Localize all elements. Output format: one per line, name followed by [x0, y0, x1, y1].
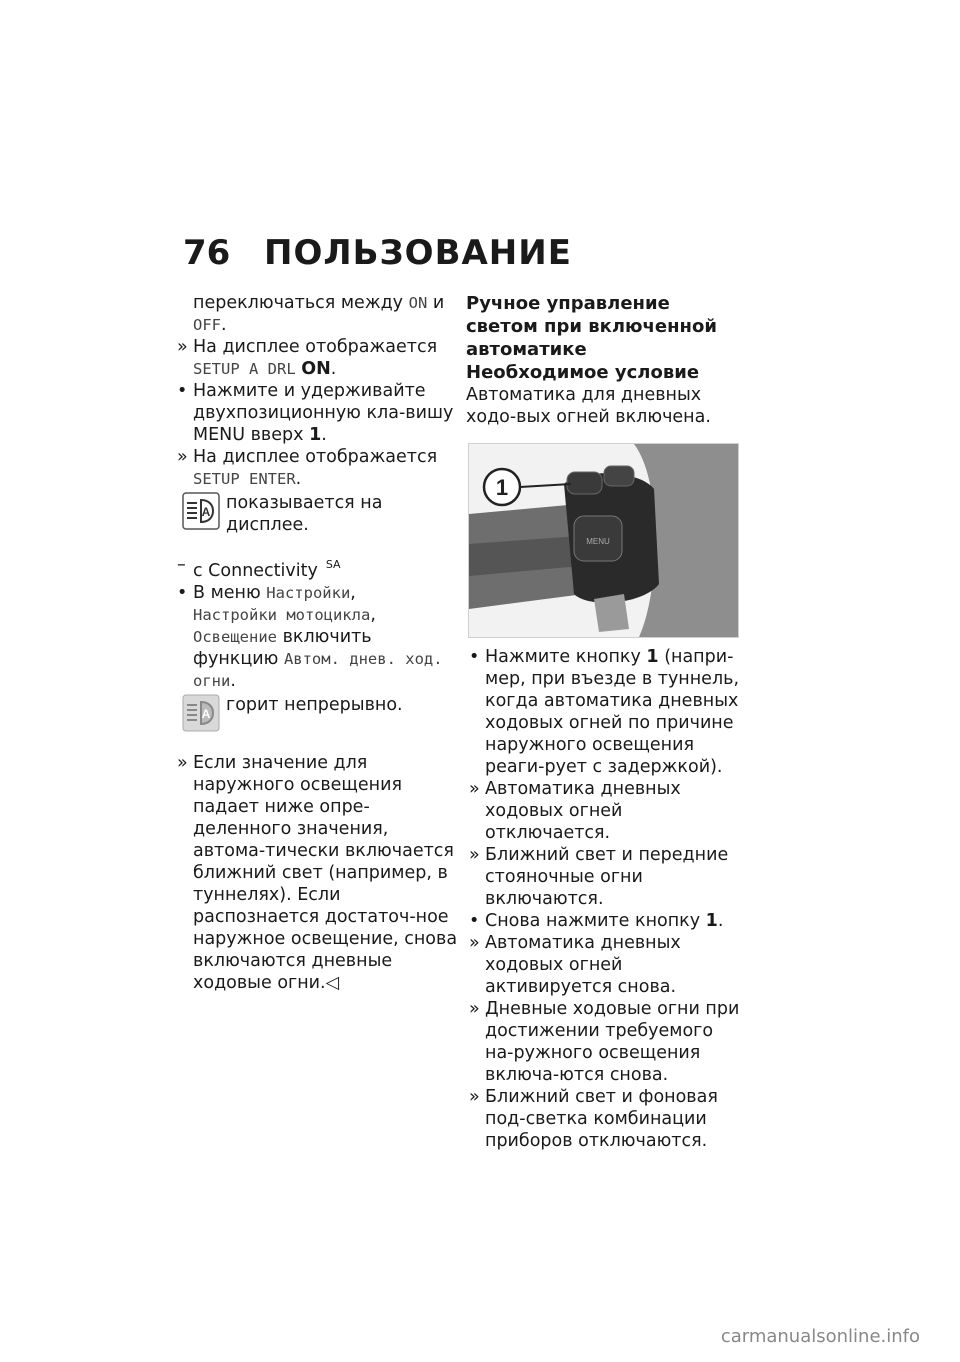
result-item: » Ближний свет и фоновая под-светка комбинации приборов отключаются.	[469, 1087, 718, 1151]
handlebar-switch-photo	[468, 443, 739, 638]
callout-1: 1	[495, 475, 509, 500]
callout-ref: 1	[646, 647, 659, 667]
result-marker: »	[177, 447, 188, 467]
drl-auto-filled-icon	[182, 694, 220, 732]
instruction-list	[466, 646, 746, 1152]
result-marker: »	[469, 933, 480, 953]
indicator-note: A показывается на дисплее.	[174, 492, 459, 536]
result-marker: »	[177, 337, 188, 357]
bullet-marker: •	[469, 911, 480, 931]
left-column	[174, 292, 459, 994]
watermark: carmanualsonline.info	[720, 1326, 920, 1347]
page-number: 76	[183, 233, 231, 273]
result-item: » Автоматика дневных ходовых огней активируется снова.	[469, 933, 681, 997]
option-code: SA	[325, 558, 341, 571]
off-value: OFF	[193, 316, 221, 334]
function-name: Автом. днев. ход. огни	[193, 650, 443, 690]
result-marker: »	[469, 1087, 480, 1107]
option-item: – с Connectivity $^{SA}$	[177, 555, 341, 581]
callout-ref: 1	[705, 911, 718, 931]
dash-marker: –	[177, 555, 186, 575]
instruction-item: • В меню Настройки, Настройки мотоцикла, Освещение включить функцию Автом. днев. ход. огни.	[177, 583, 443, 691]
prerequisite-text: Автоматика для дневных ходо-вых огней включена.	[466, 385, 711, 427]
indicator-note: A горит непрерывно.	[174, 694, 459, 734]
bullet-marker: •	[469, 647, 480, 667]
callout-ref: 1	[309, 425, 322, 445]
result-marker: »	[177, 753, 188, 773]
section-title: ПОЛЬЗОВАНИЕ	[264, 233, 572, 273]
handlebar-switch-illustration	[469, 444, 738, 637]
bullet-marker: •	[177, 381, 188, 401]
display-text: SETUP ENTER	[193, 470, 296, 488]
result-item: » Если значение для наружного освещения падает ниже опре-деленного значения, автома-тически включается ближний свет (например, в туннелях). Если распознается достаточ-ное наружное освещение, снова включаются дневные ходовые огни.◁	[177, 753, 458, 993]
result-item: » На дисплее отображается SETUP A DRL ON.	[177, 337, 438, 379]
menu-path: Освещение	[193, 628, 277, 646]
result-item: » Автоматика дневных ходовых огней отключается.	[469, 779, 681, 843]
on-value: ON	[408, 294, 428, 312]
instruction-item: • Снова нажмите кнопку 1.	[469, 911, 724, 931]
bullet-marker: •	[177, 583, 188, 603]
end-of-section-icon: ◁	[325, 973, 340, 993]
menu-path: Настройки мотоцикла	[193, 606, 371, 624]
result-marker: »	[469, 779, 480, 799]
result-item: » Дневные ходовые огни при достижении требуемого на-ружного освещения включа-ются снова.	[469, 999, 740, 1085]
instruction-item: • Нажмите и удерживайте двухпозиционную кла-вишу MENU вверх 1.	[177, 381, 454, 445]
prerequisite-heading: Необходимое условие	[466, 362, 700, 383]
right-column	[466, 292, 746, 1152]
menu-path: Настройки	[266, 584, 351, 602]
continuation-text: переключаться между ON и OFF.	[193, 293, 445, 335]
drl-auto-outline-icon	[182, 492, 220, 530]
display-text: SETUP A DRL	[193, 360, 296, 378]
result-item: » Ближний свет и передние стояночные огни включаются.	[469, 845, 729, 909]
svg-text:A: A	[201, 707, 211, 721]
result-item: » На дисплее отображается SETUP ENTER.	[177, 447, 438, 489]
section-heading: Ручное управление светом при включенной автоматике	[466, 293, 717, 360]
svg-text:A: A	[201, 505, 211, 519]
result-marker: »	[469, 999, 480, 1019]
result-marker: »	[469, 845, 480, 865]
menu-button-label: MENU	[586, 537, 610, 546]
instruction-item: • Нажмите кнопку 1 (напри-мер, при въезде в туннель, когда автоматика дневных ходовых огней по причине наружного освещения реаги-рует с задержкой).	[469, 647, 740, 777]
